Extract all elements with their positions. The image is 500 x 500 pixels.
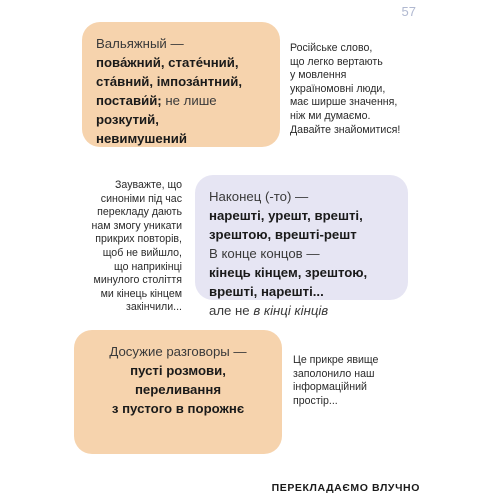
note-line: Давайте знайомитися!: [290, 123, 401, 136]
note-line: простір...: [293, 394, 338, 407]
note-line: у мовлення: [290, 69, 347, 82]
card-translation-line: ста́вний, імпоза́нтний,: [96, 74, 242, 89]
note-line: Російське слово,: [290, 42, 373, 54]
card-translation-line: розкутий,: [96, 112, 159, 127]
card-translation-line: [96, 91, 266, 110]
note-line: ми кінець кінцем: [100, 287, 182, 300]
card-note-italic: в кінці кінців: [253, 303, 329, 318]
note-line: нам змогу уникати: [91, 219, 182, 232]
note-line: минулого століття: [93, 274, 182, 287]
term-card-nakonets: [195, 175, 408, 318]
note-line: перекладу дають: [97, 206, 182, 219]
card-translation-line: кінець кінцем, зрештою,: [209, 265, 368, 280]
side-note-info-space: [293, 354, 403, 408]
card-term: В конце концов —: [209, 246, 320, 261]
card-translation-bold: постави́й;: [96, 93, 162, 108]
card-term: Наконец (-то) —: [209, 189, 309, 204]
card-translation-line: зрештою, врешті-решт: [209, 227, 357, 242]
side-note-synonyms: [86, 179, 182, 315]
term-card-valyazhny: [82, 22, 280, 147]
page-number: 57: [401, 4, 416, 19]
card-translation-line: невимушений: [96, 131, 187, 146]
note-line: прикрих повторів,: [95, 233, 182, 246]
card-term: Вальяжный —: [96, 36, 184, 51]
note-line: що наприкінці: [114, 260, 182, 273]
note-line: Зауважте, що: [115, 179, 182, 191]
note-line: інформаційний: [293, 381, 367, 394]
note-line: має ширше значення,: [290, 96, 398, 109]
card-translation-line: врешті, нарешті...: [209, 284, 324, 299]
card-translation-line: пова́жний, стате́чний,: [96, 55, 239, 70]
card-translation-line: нарешті, урешт, врешті,: [209, 208, 363, 223]
card-translation-line: з пустого в порожнє: [111, 401, 245, 416]
note-line: закінчили...: [126, 301, 182, 314]
book-title-footer: ПЕРЕКЛАДАЄМО ВЛУЧНО: [271, 482, 420, 494]
card-translation-line: переливання: [134, 382, 222, 397]
card-translation-line: пусті розмови,: [130, 363, 226, 378]
note-line: ніж ми думаємо.: [290, 109, 371, 122]
note-line: щоб не вийшло,: [102, 246, 182, 259]
term-card-dosuzhie: [74, 330, 282, 454]
note-line: заполонило наш: [293, 367, 375, 380]
card-note-prefix: але не: [209, 303, 254, 318]
note-line: що легко вертають: [290, 55, 383, 68]
note-line: Це прикре явище: [293, 354, 379, 366]
note-line: україномовні люди,: [290, 82, 386, 95]
card-term: Досужие разговоры —: [109, 344, 247, 359]
card-note-text: не лише: [161, 93, 217, 108]
card-note-text: [209, 301, 394, 320]
side-note-russian-word: [290, 42, 430, 137]
note-line: синоніми під час: [100, 192, 182, 205]
